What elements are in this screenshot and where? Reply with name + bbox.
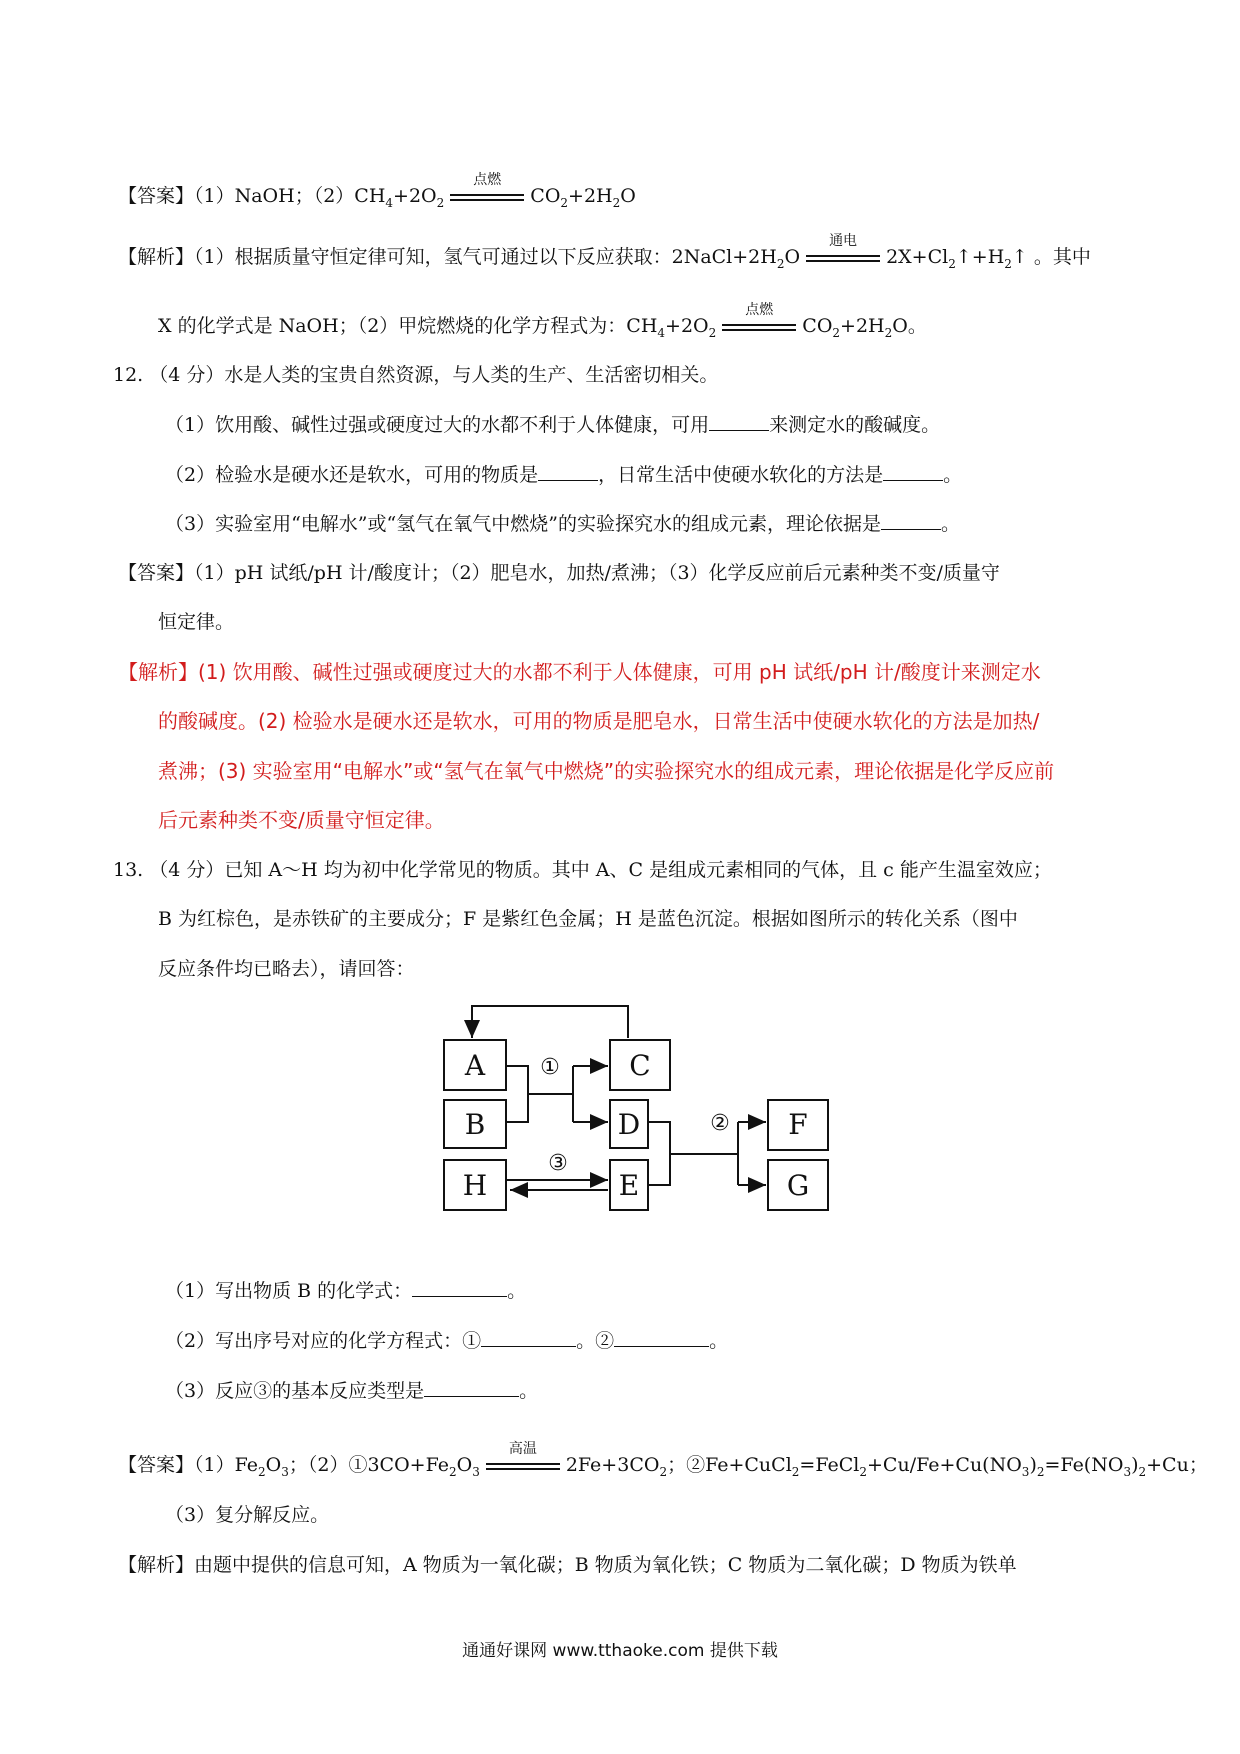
question-13-line2: B 为红棕色，是赤铁矿的主要成分；F 是紫红色金属；H 是蓝色沉淀。根据如图所示的转化关系（图中: [158, 908, 1018, 930]
reaction-1-label: ①: [540, 1055, 560, 1080]
explanation-12-line3: 煮沸；(3) 实验室用“电解水”或“氢气在氧气中燃烧”的实验探究水的组成元素，理论依据是化学反应前: [158, 759, 1055, 783]
connector-d-e: [648, 1122, 670, 1185]
reaction-arrow: 点燃: [450, 186, 524, 208]
question-13-line3: 反应条件均已略去），请回答：: [158, 958, 415, 980]
answer-tag: 【答案】: [118, 185, 195, 207]
question-13-line1: 13. （4 分）已知 A～H 均为初中化学常见的物质。其中 A、C 是组成元素相同的气体，且 c 能产生温室效应；: [113, 859, 1052, 881]
conversion-diagram: [438, 1000, 858, 1250]
reaction-arrow: 点燃: [722, 316, 796, 338]
explanation-12-line1: 【解析】(1) 饮用酸、碱性过强或硬度过大的水都不利于人体健康，可用 pH 试纸/pH 计/酸度计来测定水: [118, 660, 1041, 684]
question-12-title: 12. （4 分）水是人类的宝贵自然资源，与人类的生产、生活密切相关。: [113, 364, 719, 386]
answer-tag: 【答案】: [118, 1454, 195, 1476]
answer-12-line1: 【答案】（1）pH 试纸/pH 计/酸度计；（2）肥皂水，加热/煮沸；（3）化学反应前后元素种类不变/质量守: [118, 562, 1000, 584]
label-c: C: [629, 1049, 651, 1082]
label-e: E: [618, 1169, 640, 1202]
answer-11: 【答案】（1）NaOH；$(2)CH_4+2O_2$ 点燃 $CO_2+2H_2O$: [118, 172, 636, 210]
reaction-2-label: ②: [710, 1111, 730, 1136]
label-f: F: [788, 1108, 808, 1141]
explanation-tag: 【解析】: [118, 1554, 195, 1576]
explanation-13-line1: 【解析】由题中提供的信息可知，A 物质为一氧化碳；B 物质为氧化铁；C 物质为二氧化碳；D 物质为铁单: [118, 1554, 1017, 1576]
reaction-arrow: 通电: [806, 247, 880, 269]
answer-13-line2: （3）复分解反应。: [165, 1504, 330, 1526]
question-12-part2: （2）检验水是硬水还是软水，可用的物质是 ，日常生活中使硬水软化的方法是 。: [165, 464, 963, 486]
label-h: H: [462, 1169, 488, 1202]
answer-blank[interactable]: [881, 511, 941, 530]
label-a: A: [464, 1049, 486, 1082]
question-12-part1: （1）饮用酸、碱性过强或硬度过大的水都不利于人体健康，可用 来测定水的酸碱度。: [165, 414, 941, 436]
connector-a-b: [506, 1066, 528, 1122]
answer-blank[interactable]: [424, 1378, 519, 1397]
explanation-tag: 【解析】: [118, 660, 198, 684]
question-13-part3: （3）反应③的基本反应类型是 。: [165, 1380, 539, 1402]
label-g: G: [786, 1169, 810, 1202]
explanation-12-line4: 后元素种类不变/质量守恒定律。: [158, 808, 445, 832]
page-footer: 通通好课网 www.tthaoke.com 提供下载: [462, 1641, 778, 1661]
answer-blank[interactable]: [614, 1328, 709, 1347]
question-13-part2: （2）写出序号对应的化学方程式：① 。② 。: [165, 1330, 729, 1352]
label-b: B: [464, 1108, 486, 1141]
answer-blank[interactable]: [883, 462, 943, 481]
explanation-12-line2: 的酸碱度。(2) 检验水是硬水还是软水，可用的物质是肥皂水，日常生活中使硬水软化的方法是加热/: [158, 709, 1040, 733]
arrow-c-to-a: [472, 1006, 628, 1038]
explanation-11-line1: 【解析】（1）根据质量守恒定律可知，氢气可通过以下反应获取：$2NaCl+2H_2O$ 通电 $2X+Cl_2↑+H_2↑$ 。其中: [118, 233, 1091, 271]
reaction-3-label: ③: [548, 1151, 568, 1176]
answer-blank[interactable]: [481, 1328, 576, 1347]
explanation-11-line2: X 的化学式是 NaOH；（2）甲烷燃烧的化学方程式为：$CH_4+2O_2$ 点燃 $CO_2+2H_2O$。: [158, 302, 927, 340]
label-d: D: [617, 1108, 641, 1141]
question-12-part3: （3）实验室用“电解水”或“氢气在氧气中燃烧”的实验探究水的组成元素，理论依据是 。: [165, 513, 960, 535]
answer-blank[interactable]: [538, 462, 598, 481]
answer-12-line2: 恒定律。: [158, 611, 235, 633]
answer-tag: 【答案】: [118, 562, 195, 584]
question-13-part1: （1）写出物质 B 的化学式： 。: [165, 1280, 527, 1302]
answer-13-line1: 【答案】$(1)Fe_2O_3$；$(2)①3CO+Fe_2O_3$ 高温 $2Fe+3CO_2$；$②Fe+CuCl_2=FeCl_2+Cu/Fe+Cu(NO_3)_2=Fe(NO_3)_2+Cu$；: [118, 1441, 1208, 1479]
answer-blank[interactable]: [709, 412, 769, 431]
explanation-tag: 【解析】: [118, 246, 195, 268]
reaction-arrow: 高温: [486, 1455, 560, 1477]
answer-blank[interactable]: [412, 1278, 507, 1297]
